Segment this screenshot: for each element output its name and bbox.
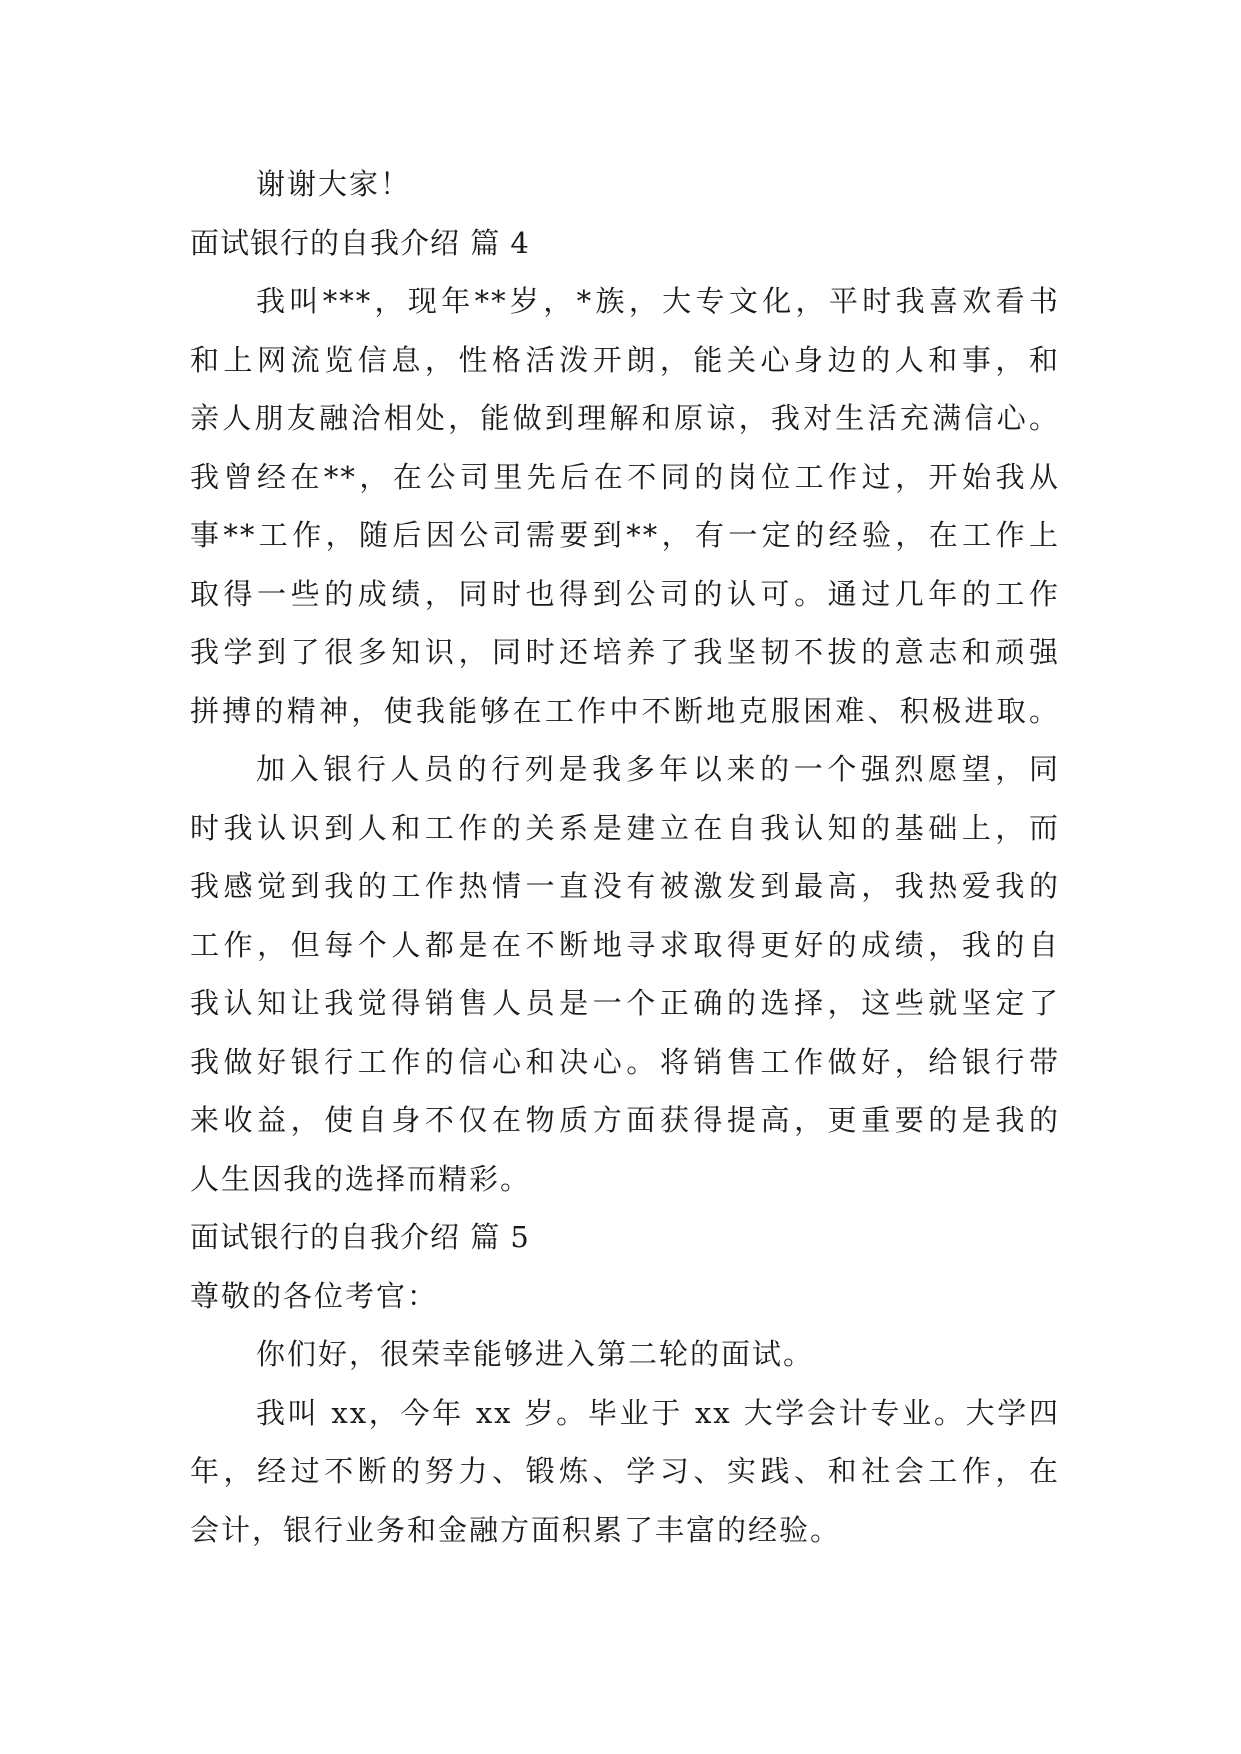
paragraph-line: 人生因我的选择而精彩。 bbox=[190, 1161, 532, 1196]
paragraph-line: 来收益，使自身不仅在物质方面获得提高，更重要的是我的 bbox=[190, 1103, 1060, 1137]
section-heading-4: 面试银行的自我介绍 篇 4 bbox=[190, 225, 530, 260]
paragraph-line: 时我认识到人和工作的关系是建立在自我认知的基础上，而 bbox=[190, 810, 1060, 845]
paragraph-line: 年，经过不断的努力、锻炼、学习、实践、和社会工作，在 bbox=[190, 1454, 1060, 1488]
paragraph-line: 我叫 xx，今年 xx 岁。毕业于 xx 大学会计专业。大学四 bbox=[256, 1395, 1060, 1430]
paragraph-line: 拼搏的精神，使我能够在工作中不断地克服困难、积极进取。 bbox=[190, 693, 1060, 728]
paragraph-line: 和上网流览信息，性格活泼开朗，能关心身边的人和事，和 bbox=[190, 342, 1060, 377]
closing-line: 谢谢大家！ bbox=[256, 167, 412, 201]
section-heading-5: 面试银行的自我介绍 篇 5 bbox=[190, 1220, 530, 1254]
paragraph-line: 我叫***，现年**岁，*族，大专文化，平时我喜欢看书 bbox=[256, 284, 1060, 318]
paragraph-line: 我认知让我觉得销售人员是一个正确的选择，这些就坚定了 bbox=[190, 986, 1060, 1020]
paragraph-line: 取得一些的成绩，同时也得到公司的认可。通过几年的工作 bbox=[190, 576, 1060, 611]
paragraph-line: 我曾经在**，在公司里先后在不同的岗位工作过，开始我从 bbox=[190, 459, 1060, 494]
salutation-line: 尊敬的各位考官： bbox=[190, 1278, 439, 1313]
paragraph-line: 工作，但每个人都是在不断地寻求取得更好的成绩，我的自 bbox=[190, 927, 1060, 962]
paragraph-line: 你们好，很荣幸能够进入第二轮的面试。 bbox=[256, 1337, 815, 1371]
paragraph-line: 我做好银行工作的信心和决心。将销售工作做好，给银行带 bbox=[190, 1044, 1060, 1079]
paragraph-line: 我感觉到我的工作热情一直没有被激发到最高，我热爱我的 bbox=[190, 869, 1060, 903]
paragraph-line: 事**工作，随后因公司需要到**，有一定的经验，在工作上 bbox=[190, 518, 1060, 552]
paragraph-line: 会计，银行业务和金融方面积累了丰富的经验。 bbox=[190, 1512, 842, 1547]
document-body bbox=[190, 155, 1060, 1559]
paragraph-line: 加入银行人员的行列是我多年以来的一个强烈愿望，同 bbox=[256, 752, 1060, 786]
paragraph-line: 我学到了很多知识，同时还培养了我坚韧不拔的意志和顽强 bbox=[190, 635, 1060, 669]
paragraph-line: 亲人朋友融洽相处，能做到理解和原谅，我对生活充满信心。 bbox=[190, 401, 1060, 435]
